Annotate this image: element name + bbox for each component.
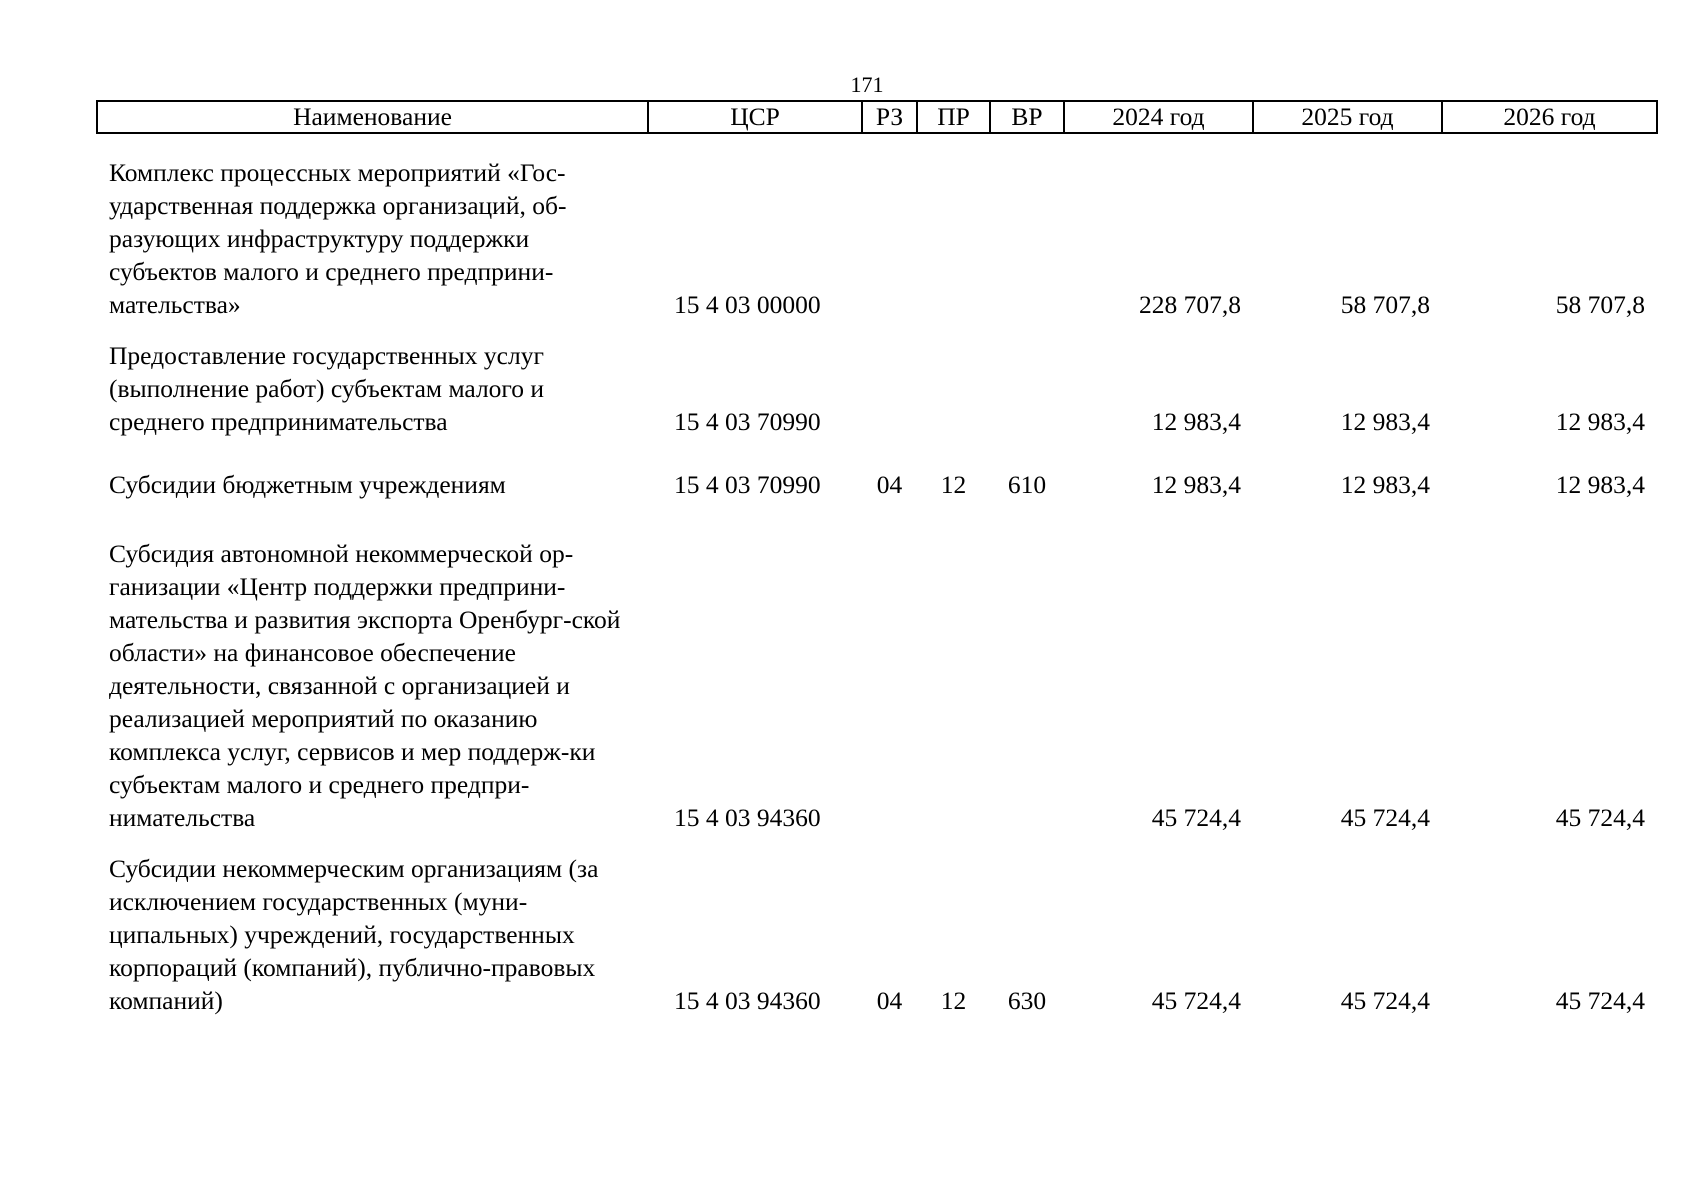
row-2024: 228 707,8 xyxy=(1139,290,1241,319)
row-2026: 12 983,4 xyxy=(1555,407,1645,436)
header-gap xyxy=(97,133,1657,156)
row-pr xyxy=(917,321,990,438)
row-2024: 12 983,4 xyxy=(1151,470,1241,499)
row-csr: 15 4 03 70990 xyxy=(674,470,821,499)
row-2025: 45 724,4 xyxy=(1340,803,1430,832)
row-2026: 58 707,8 xyxy=(1555,290,1645,319)
header-csr: ЦСР xyxy=(648,101,862,133)
row-name: Субсидия автономной некоммерческой ор-ганизации «Центр поддержки предприни-мательства и развития экспорта Оренбург-ской области» на финансовое обеспечение деятельности, связанной с организацией и реализацией мероприятий по оказанию комплекса услуг, сервисов и мер поддерж-ки субъектам малого и среднего предпри-нимательства xyxy=(109,539,621,832)
header-2024: 2024 год xyxy=(1064,101,1253,133)
row-2024: 45 724,4 xyxy=(1151,803,1241,832)
header-vr: ВР xyxy=(990,101,1064,133)
row-name: Субсидии некоммерческим организациям (за исключением государственных (муни-ципальных) учреждений, государственных корпораций (компаний), публично-правовых компаний) xyxy=(109,854,599,1015)
header-2025: 2025 год xyxy=(1253,101,1442,133)
row-2026: 12 983,4 xyxy=(1555,470,1645,499)
table-row xyxy=(97,321,1657,438)
row-csr: 15 4 03 94360 xyxy=(674,986,821,1015)
table-row xyxy=(97,501,1657,834)
budget-table xyxy=(96,100,1658,1017)
row-2025: 45 724,4 xyxy=(1340,986,1430,1015)
row-rz: 04 xyxy=(876,986,903,1015)
header-pr: ПР xyxy=(917,101,990,133)
row-2025: 12 983,4 xyxy=(1340,470,1430,499)
row-pr: 12 xyxy=(940,986,967,1015)
table-header xyxy=(97,101,1657,133)
row-pr xyxy=(917,156,990,321)
row-csr: 15 4 03 70990 xyxy=(674,407,821,436)
row-vr: 610 xyxy=(1007,470,1047,499)
row-csr: 15 4 03 00000 xyxy=(674,290,821,319)
row-name: Субсидии бюджетным учреждениям xyxy=(109,470,506,499)
row-2026: 45 724,4 xyxy=(1555,986,1645,1015)
row-rz: 04 xyxy=(876,470,903,499)
header-2026: 2026 год xyxy=(1442,101,1657,133)
row-name: Комплекс процессных мероприятий «Гос-ударственная поддержка организаций, об-разующих инфраструктуру поддержки субъектов малого и среднего предприни-мательства» xyxy=(109,158,567,319)
row-2025: 58 707,8 xyxy=(1340,290,1430,319)
table-body xyxy=(97,133,1657,1017)
page-number: 171 xyxy=(850,72,884,97)
header-row xyxy=(97,101,1657,133)
row-rz xyxy=(862,321,917,438)
row-csr: 15 4 03 94360 xyxy=(674,803,821,832)
row-2024: 45 724,4 xyxy=(1151,986,1241,1015)
row-2024: 12 983,4 xyxy=(1151,407,1241,436)
table-row xyxy=(97,156,1657,321)
row-vr xyxy=(990,501,1064,834)
row-vr: 630 xyxy=(1007,986,1047,1015)
row-vr xyxy=(990,321,1064,438)
row-2026: 45 724,4 xyxy=(1555,803,1645,832)
row-2025: 12 983,4 xyxy=(1340,407,1430,436)
header-rz: РЗ xyxy=(862,101,917,133)
table-row xyxy=(97,438,1657,501)
row-name: Предоставление государственных услуг (выполнение работ) субъектам малого и среднего предпринимательства xyxy=(109,341,545,436)
row-pr: 12 xyxy=(940,470,967,499)
row-pr xyxy=(917,501,990,834)
row-vr xyxy=(990,156,1064,321)
row-rz xyxy=(862,501,917,834)
header-name: Наименование xyxy=(97,101,648,133)
table-row xyxy=(97,834,1657,1017)
row-rz xyxy=(862,156,917,321)
